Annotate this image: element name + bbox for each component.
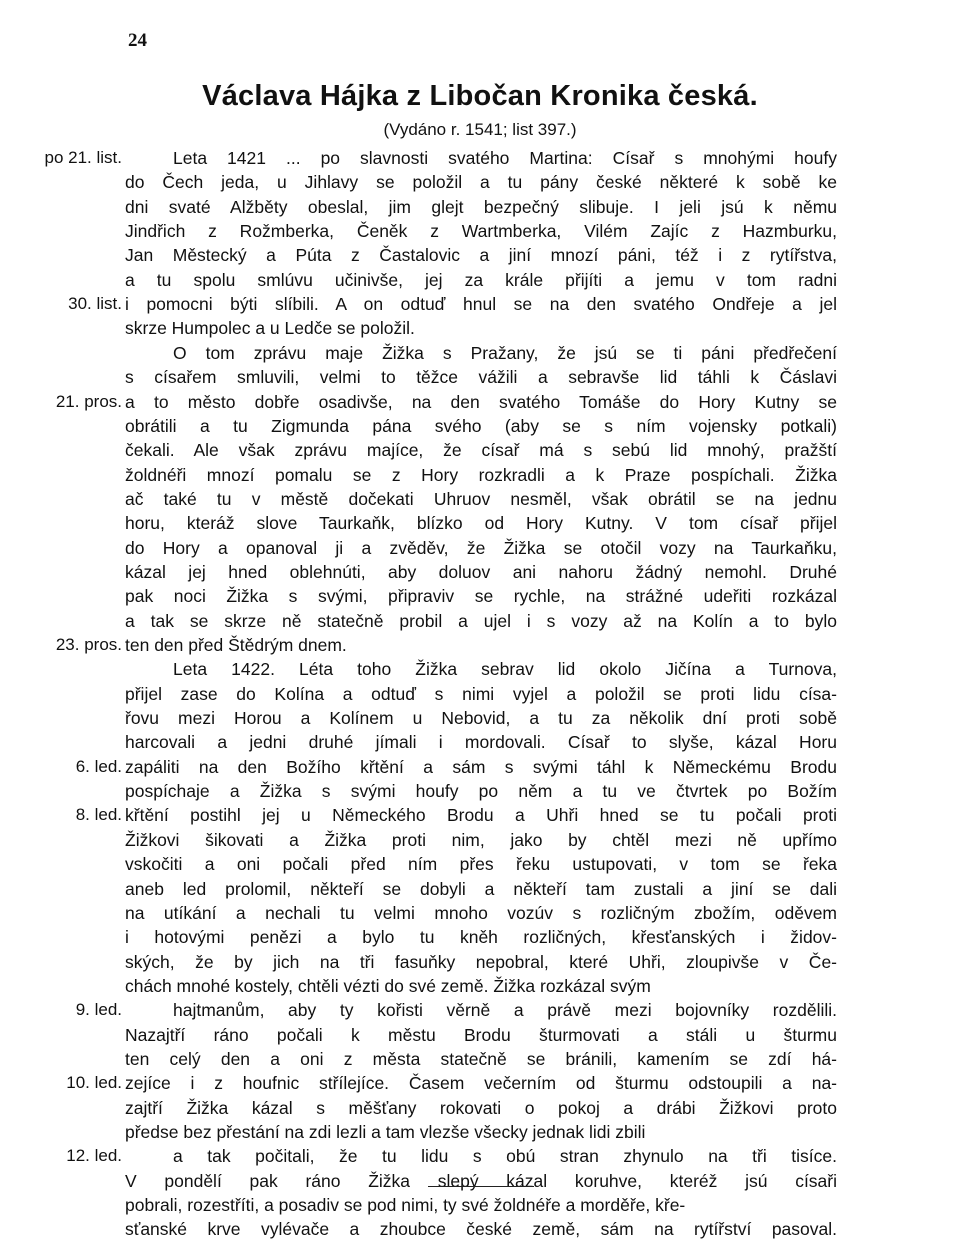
text-line: a to město dobře osadivše, na den svatého Tomáše do Hory Kutny se: [125, 391, 837, 412]
text-line: ač také tu v městě dočekati Uhruov nesměl, však obrátil se na jednu: [125, 488, 837, 509]
text-line: a tak se skrze ně statečně probil a ujel i s vozy až na Kolín a to bylo: [125, 610, 837, 631]
text-line: a tak počitali, že tu lidu s obú stran zhynulo na tři tisíce.: [173, 1146, 837, 1167]
text-line: aneb led prolomil, někteří se dobyli a někteří tam zustali a jiní se dali: [125, 878, 837, 899]
text-line: chách mnohé kostely, chtěli vézti do své země. Žižka rozkázal svým: [125, 975, 651, 996]
text-line: ten celý den a oni z města statečně se bránili, kamením se zdí há-: [125, 1048, 837, 1069]
margin-date-note: 21. pros.: [55, 391, 122, 411]
text-line: Žižkovi šikovati a Žižka proti nim, jako by chtěl mezi ně upřímo: [125, 829, 837, 850]
text-line: přijel zase do Kolína a odtuď s nimi vyjel a položil se proti lidu císa-: [125, 683, 837, 704]
text-line: s císařem smluvili, velmi to těžce vážili a sebravše lid táhli k Čáslavi: [125, 367, 837, 388]
end-rule: [428, 1186, 534, 1187]
text-line: čekali. Ale však zprávu majíce, že císař má s sebú lid mnohý, pražští: [125, 440, 837, 461]
text-line: kázal jej hned oblehnúti, aby doluov ani nahoru žádný nemohl. Druhé: [125, 561, 837, 582]
text-line: hajtmanům, aby ty kořisti věrně a právě mezi bojovníky rozdělili.: [173, 1000, 837, 1021]
text-line: žoldnéři mnozí pomalu se z Hory rozkradli a k Praze pospíchali. Žižka: [125, 464, 837, 485]
margin-date-note: 8. led.: [75, 805, 122, 825]
page-subtitle: (Vydáno r. 1541; list 397.): [383, 120, 577, 139]
text-line: Leta 1422. Léta toho Žižka sebrav lid okolo Jičína a Turnova,: [173, 659, 837, 680]
page-title: Václava Hájka z Libočan Kronika česká.: [202, 80, 758, 112]
margin-date-note: po 21. list.: [44, 148, 122, 167]
text-line: Leta 1421 ... po slavnosti svatého Martina: Císař s mnohými houfy: [173, 148, 837, 168]
page-number: 24: [128, 30, 147, 51]
text-line: předse bez přestání na zdi lezli a tam vlezše všecky jednak lidi zbili: [125, 1122, 646, 1142]
text-line: i hotovými penězi a bylo tu kněh rozličných, křesťanských i židov-: [125, 927, 837, 948]
text-line: do Hory a opanoval ji a zvěděv, že Žižka se otočil vozy na Taurkaňku,: [125, 537, 837, 558]
text-line: dni svaté Alžběty obeslal, jim glejt bezpečný slibuje. I jeli jsú k němu: [125, 196, 837, 217]
text-line: zapáliti na den Božího křtění a sám s svými táhl k Německému Brodu: [125, 756, 837, 777]
margin-date-note: 6. led.: [75, 756, 122, 776]
text-line: V pondělí pak ráno Žižka slepý kázal koruhve, kteréž jsú císaři: [125, 1170, 837, 1191]
text-line: sťanské krve vylévače a zhoubce české země, sám na rytířství pasoval.: [125, 1219, 837, 1240]
text-line: Jindřich z Rožmberka, Čeněk z Wartmberka, Vilém Zajíc z Hazmburku,: [125, 221, 837, 242]
text-line: zajtří Žižka kázal s měšťany rokovati o pokoj a drábi Žižkovi proto: [125, 1097, 837, 1118]
text-line: vskočiti a oni počali před ním přes řeku ustupovati, v tom se řeka: [125, 854, 837, 875]
text-line: na utíkání a nechali tu velmi mnoho vozúv s rozličným zbožím, oděvem: [125, 902, 837, 923]
margin-date-note: 23. pros.: [55, 635, 122, 654]
text-line: řovu mezi Horou a Kolínem u Nebovid, a tu za několik dní proti sobě: [125, 708, 837, 729]
margin-date-note: 12. led.: [66, 1146, 122, 1166]
text-line: O tom zprávu maje Žižka s Pražany, že jsú se ti páni předřečení: [173, 342, 837, 363]
margin-date-note: 9. led.: [75, 1000, 122, 1020]
text-line: Nazajtří ráno počali k městu Brodu šturmovati a stáli u šturmu: [125, 1024, 837, 1045]
text-line: pospíchaje a Žižka s svými houfy po něm a tu ve čtvrtek po Božím: [125, 781, 837, 802]
text-line: Jan Městecký a Púta z Častalovic a jiní mnozí páni, též i z rytířstva,: [125, 245, 837, 266]
text-line: harcovali a jedni druhé jímali i mordovali. Císař to slyše, kázal Horu: [125, 732, 837, 753]
text-line: pobrali, rozestříti, a posadiv se pod nimi, ty své žoldnéře a morděře, kře-: [125, 1195, 686, 1216]
text-line: obrátili a tu Zigmunda pána svého (aby se s ním vojensky potkali): [125, 415, 837, 436]
margin-date-note: 30. list.: [68, 294, 122, 314]
text-line: zejíce i z houfnic střílejíce. Časem večerním od šturmu odstoupili a na-: [125, 1073, 837, 1094]
text-line: skrze Humpolec a u Ledče se položil.: [125, 318, 415, 339]
text-line: ských, že by jich na tři fasuňky nepobral, které Uhři, zloupivše v Če-: [125, 951, 837, 972]
text-line: a tu spolu smlúvu učinivše, jej za krále přijíti a jemu v tom radni: [125, 269, 837, 290]
text-line: ten den před Štědrým dnem.: [125, 635, 347, 655]
margin-date-note: 10. led.: [66, 1073, 122, 1093]
text-line: horu, kteráž slove Taurkaňk, blízko od Hory Kutny. V tom císař přijel: [125, 513, 837, 534]
text-line: do Čech jeda, u Jihlavy se položil a tu pány české některé k sobě ke: [125, 172, 837, 193]
text-line: pak noci Žižka s svými, připraviv se rychle, na strážné udeřiti rozkázal: [125, 586, 837, 607]
text-line: i pomocni býti slíbili. A on odtuď hnul se na den svatého Ondřeje a jel: [125, 294, 837, 315]
text-line: křtění postihl jej u Německého Brodu a Uhři hned se tu počali proti: [125, 805, 837, 826]
